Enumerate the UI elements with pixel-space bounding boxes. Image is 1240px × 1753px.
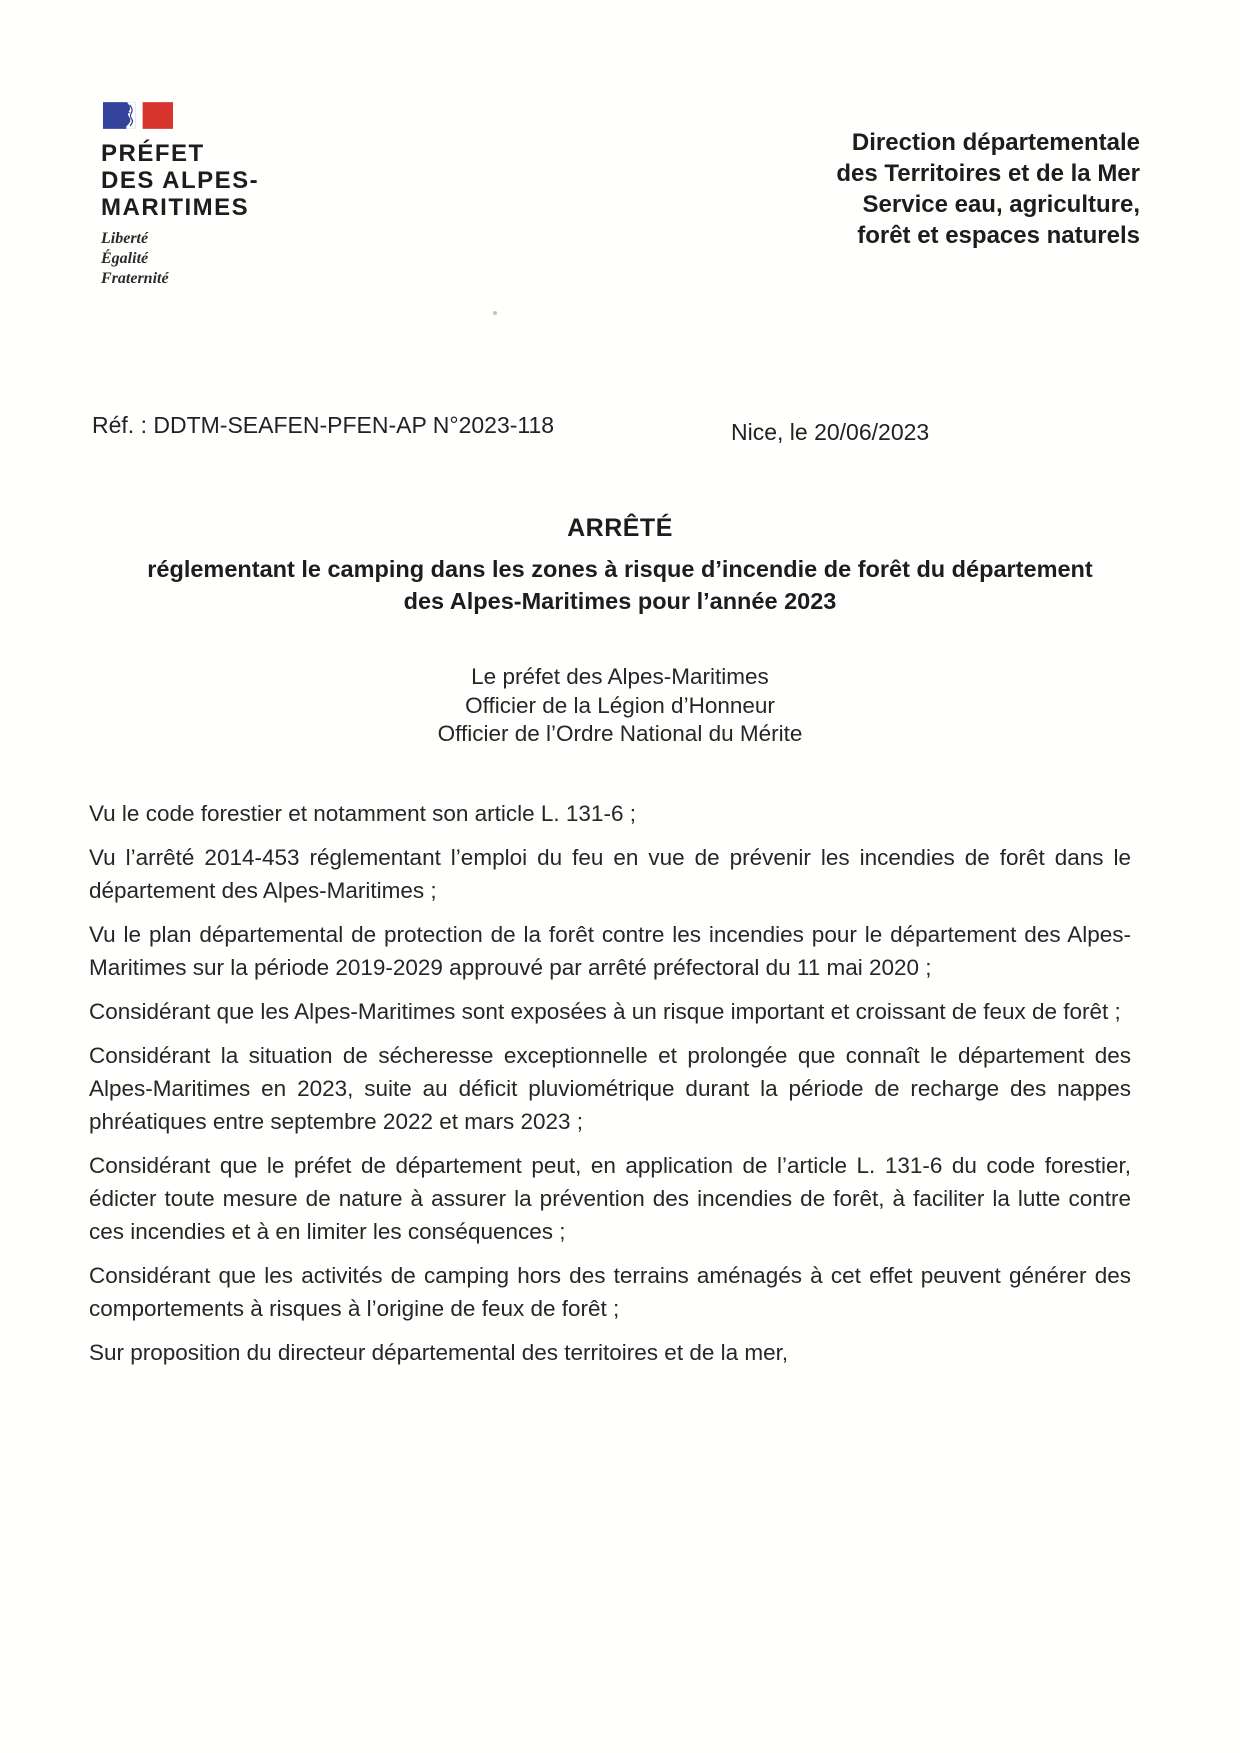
service-line: Service eau, agriculture, bbox=[862, 191, 1140, 218]
institution-line: MARITIMES bbox=[101, 194, 250, 221]
paragraph-vu-2: Vu l’arrêté 2014-453 réglementant l’emploi du feu en vue de prévenir les incendies de forêt dans le département des Alpes-Maritimes ; bbox=[89, 845, 1131, 903]
document-subtitle-line: des Alpes-Maritimes pour l’année 2023 bbox=[403, 588, 837, 614]
republic-motto bbox=[101, 229, 259, 289]
paragraph-considerant-2: Considérant la situation de sécheresse exceptionnelle et prolongée que connaît le département des Alpes-Maritimes en 2023, suite au déficit pluviométrique durant la période de recharge des nappes phréatiques entre septembre 2022 et mars 2023 ; bbox=[89, 1043, 1131, 1134]
institution-name bbox=[101, 140, 259, 221]
paragraph-proposition: Sur proposition du directeur départemental des territoires et de la mer, bbox=[89, 1340, 789, 1365]
french-flag-marianne-icon bbox=[103, 101, 173, 130]
service-line: des Territoires et de la Mer bbox=[836, 160, 1140, 187]
document-title: ARRÊTÉ bbox=[567, 514, 673, 542]
service-block bbox=[836, 127, 1140, 251]
motto-line: Liberté bbox=[101, 230, 149, 247]
paragraph-considerant-1: Considérant que les Alpes-Maritimes sont exposées à un risque important et croissant de feux de forêt ; bbox=[89, 999, 1121, 1024]
service-line: Direction départementale bbox=[851, 129, 1140, 156]
title-block bbox=[0, 514, 1240, 617]
paragraph-vu-1: Vu le code forestier et notamment son article L. 131-6 ; bbox=[89, 801, 636, 826]
issuer-line: Officier de l’Ordre National du Mérite bbox=[437, 721, 803, 746]
paragraph-considerant-3: Considérant que le préfet de département peut, en application de l’article L. 131-6 du code forestier, édicter toute mesure de nature à assurer la prévention des incendies de forêt, à faciliter la lutte contre ces incendies et à en limiter les conséquences ; bbox=[89, 1153, 1131, 1244]
prefecture-logo bbox=[101, 101, 259, 289]
dateline: Nice, le 20/06/2023 bbox=[731, 419, 930, 445]
paragraph-vu-3: Vu le plan départemental de protection de la forêt contre les incendies pour le département des Alpes-Maritimes sur la période 2019-2029 approuvé par arrêté préfectoral du 11 mai 2020 ; bbox=[89, 922, 1131, 980]
institution-line: DES ALPES- bbox=[101, 167, 260, 194]
document-subtitle-line: réglementant le camping dans les zones à risque d’incendie de forêt du département bbox=[147, 556, 1093, 582]
issuer-line: Le préfet des Alpes-Maritimes bbox=[471, 664, 769, 689]
body-text bbox=[89, 797, 1131, 1380]
motto-line: Égalité bbox=[101, 250, 149, 267]
issuer-block bbox=[0, 663, 1240, 749]
motto-line: Fraternité bbox=[101, 270, 169, 287]
issuer-line: Officier de la Légion d’Honneur bbox=[465, 692, 775, 718]
scan-artifact-dot bbox=[493, 311, 497, 315]
service-line: forêt et espaces naturels bbox=[857, 222, 1140, 249]
institution-line: PRÉFET bbox=[101, 140, 205, 167]
reference-number: Réf. : DDTM-SEAFEN-PFEN-AP N°2023-118 bbox=[92, 412, 555, 438]
paragraph-considerant-4: Considérant que les activités de camping hors des terrains aménagés à cet effet peuvent générer des comportements à risques à l’origine de feux de forêt ; bbox=[89, 1263, 1131, 1321]
